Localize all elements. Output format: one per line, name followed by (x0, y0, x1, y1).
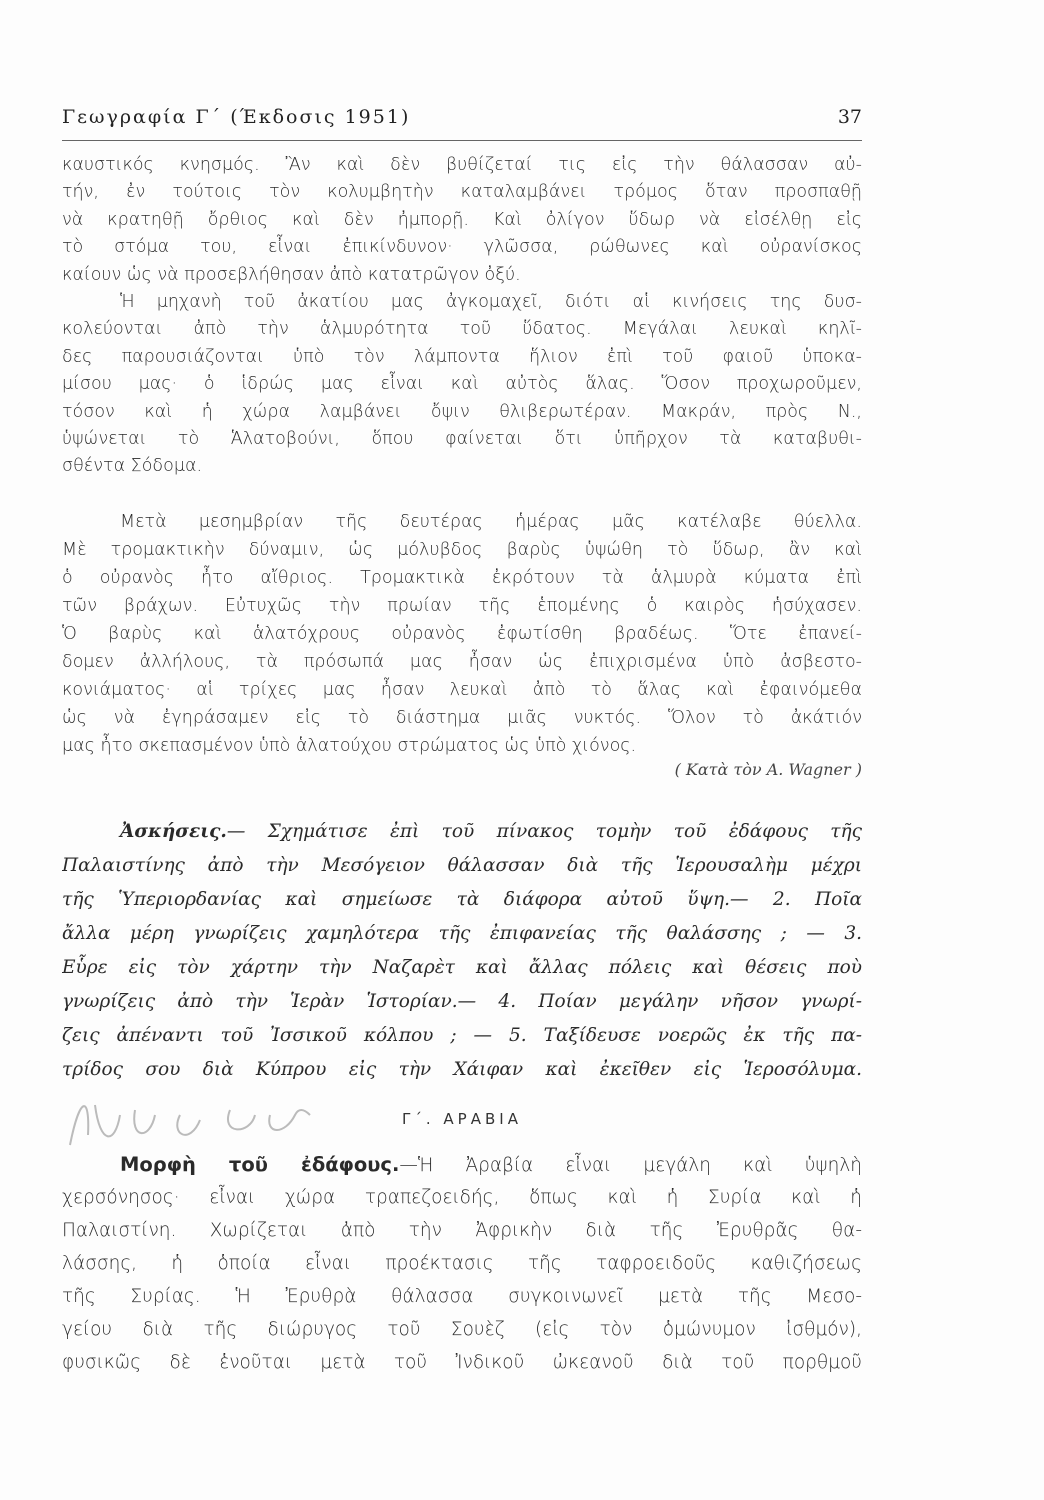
section-heading: Γ΄. ΑΡΑΒΙΑ (402, 1110, 522, 1128)
inline-heading: Μορφὴ τοῦ ἐδάφους. (120, 1153, 400, 1176)
header-title: Γεωγραφία Γ΄ (Έκδοσις 1951) (62, 106, 411, 128)
header-rule (62, 140, 862, 141)
exercises (62, 815, 862, 1087)
paragraph-dead-sea (62, 152, 862, 481)
paragraph-storm (62, 508, 862, 760)
text-line: τῶν βράχων. Εὐτυχῶς τὴν πρωίαν τῆς ἑπομένης ὁ καιρὸς ἡσύχασεν. (62, 596, 862, 616)
text-line: λάσσης, ἡ ὁποία εἶναι προέκτασις τῆς ταφροειδοῦς καθιζήσεως (62, 1253, 862, 1274)
text-line: Παλαιστίνης ἀπὸ τὴν Μεσόγειον θάλασσαν διὰ τῆς Ἱερουσαλὴμ μέχρι (62, 855, 862, 876)
text-line: τόσον καὶ ἡ χώρα λαμβάνει ὄψιν θλιβερωτέραν. Μακράν, πρὸς Ν., (62, 401, 862, 422)
text-line: μας ἦτο σκεπασμένον ὑπὸ ἁλατούχου στρώματος ὡς ὑπὸ χιόνος. (62, 736, 637, 756)
text-line: γείου διὰ τῆς διώρυγος τοῦ Σουὲζ (εἰς τὸν ὁμώνυμον ἰσθμόν), (62, 1319, 862, 1340)
text-line: ὡς νὰ ἐγηράσαμεν εἰς τὸ διάστημα μιᾶς νυκτός. Ὅλον τὸ ἀκάτιόν (62, 708, 862, 728)
text-line: νὰ κρατηθῇ ὄρθιος καὶ δὲν ἠμπορῇ. Καὶ ὀλίγον ὕδωρ νὰ εἰσέλθῃ εἰς (62, 209, 862, 230)
attribution: ( Κατὰ τὸν Α. Wagner ) (674, 760, 862, 779)
running-header (62, 102, 862, 132)
text-line: κολεύονται ἀπὸ τὴν ἁλμυρότητα τοῦ ὕδατος. Μεγάλαι λευκαὶ κηλῖ- (62, 319, 862, 340)
text-line: καυστικός κνησμός. Ἂν καὶ δὲν βυθίζεταί τις εἰς τὴν θάλασσαν αὐ- (62, 155, 862, 175)
text-line: γνωρίζεις ἀπὸ τὴν Ἱερὰν Ἱστορίαν.— 4. Ποίαν μεγάλην νῆσον γνωρί- (62, 991, 862, 1012)
text-line (62, 815, 862, 849)
text-line: τὸ στόμα του, εἶναι ἐπικίνδυνον· γλῶσσα, ρώθωνες καὶ οὐρανίσκος (62, 237, 862, 258)
text-line: Εὗρε εἰς τὸν χάρτην τὴν Ναζαρὲτ καὶ ἄλλας πόλεις καὶ θέσεις ποὺ (62, 957, 862, 978)
text-line: ὑψώνεται τὸ Ἁλατοβούνι, ὅπου φαίνεται ὅτι ὑπῆρχον τὰ καταβυθι- (62, 428, 862, 449)
text-line: τῆς Συρίας. Ἡ Ἐρυθρὰ θάλασσα συγκοινωνεῖ μετὰ τῆς Μεσο- (62, 1286, 862, 1307)
text-line: Ὁ βαρὺς καὶ ἁλατόχρους οὐρανὸς ἐφωτίσθη βραδέως. Ὅτε ἐπανεί- (62, 624, 862, 644)
text-line: Παλαιστίνη. Χωρίζεται ἀπὸ τὴν Ἀφρικὴν διὰ τῆς Ἐρυθρᾶς θα- (62, 1220, 862, 1241)
text-line: ὁ οὐρανὸς ἦτο αἴθριος. Τρομακτικὰ ἐκρότουν τὰ ἁλμυρὰ κύματα ἐπὶ (62, 568, 862, 588)
inline-heading: Ἀσκήσεις. (120, 821, 227, 842)
text-line: φυσικῶς δὲ ἑνοῦται μετὰ τοῦ Ἰνδικοῦ ὠκεανοῦ διὰ τοῦ πορθμοῦ (62, 1352, 862, 1373)
text-line: Μὲ τρομακτικὴν δύναμιν, ὡς μόλυβδος βαρὺς ὑψώθη τὸ ὕδωρ, ἂν καὶ (62, 540, 862, 560)
text-line: ζεις ἀπέναντι τοῦ Ἰσσικοῦ κόλπου ; — 5. Ταξίδευσε νοερῶς ἐκ τῆς πα- (62, 1025, 862, 1046)
text-line: τρίδος σου διὰ Κύπρου εἰς τὴν Χάιφαν καὶ ἐκεῖθεν εἰς Ἱεροσόλυμα. (62, 1059, 862, 1080)
text-line: Ἡ μηχανὴ τοῦ ἀκατίου μας ἀγκομαχεῖ, διότι αἱ κινήσεις της δυσ- (120, 291, 862, 312)
text-span: —Ἡ Ἀραβία εἶναι μεγάλη καὶ ὑψηλὴ (399, 1155, 862, 1176)
text-line: τῆς Ὑπεριορδανίας καὶ σημείωσε τὰ διάφορα αὐτοῦ ὕψη.— 2. Ποῖα (62, 889, 862, 910)
text-span: — Σχημάτισε ἐπὶ τοῦ πίνακος τομὴν τοῦ ἐδάφους τῆς (226, 821, 862, 842)
text-line: Μετὰ μεσημβρίαν τῆς δευτέρας ἡμέρας μᾶς κατέλαβε θύελλα. (120, 512, 862, 532)
text-line: κονιάματος· αἱ τρίχες μας ἦσαν λευκαὶ ἀπὸ τὸ ἅλας καὶ ἐφαινόμεθα (62, 680, 862, 700)
text-line: ἄλλα μέρη γνωρίζεις χαμηλότερα τῆς ἐπιφανείας τῆς θαλάσσης ; — 3. (62, 923, 862, 944)
text-line: καίουν ὡς νὰ προσεβλήθησαν ἀπὸ κατατρῶγον ὀξύ. (62, 264, 521, 285)
paragraph-arabia (62, 1148, 862, 1379)
text-line: δες παρουσιάζονται ὑπὸ τὸν λάμποντα ἥλιον ἐπὶ τοῦ φαιοῦ ὑποκα- (62, 346, 862, 367)
page-number: 37 (837, 106, 862, 128)
text-line: χερσόνησος· εἶναι χώρα τραπεζοειδής, ὅπως καὶ ἡ Συρία καὶ ἡ (62, 1187, 862, 1208)
text-line (62, 1148, 862, 1181)
text-line: σθέντα Σόδομα. (62, 456, 203, 477)
text-line: τήν, ἐν τούτοις τὸν κολυμβητὴν καταλαμβάνει τρόμος ὅταν προσπαθῇ (62, 182, 862, 203)
text-line: μίσου μας· ὁ ἱδρώς μας εἶναι καὶ αὐτὸς ἅλας. Ὅσον προχωροῦμεν, (62, 374, 862, 395)
text-line: δομεν ἀλλήλους, τὰ πρόσωπά μας ἦσαν ὡς ἐπιχρισμένα ὑπὸ ἀσβεστο- (62, 652, 862, 672)
